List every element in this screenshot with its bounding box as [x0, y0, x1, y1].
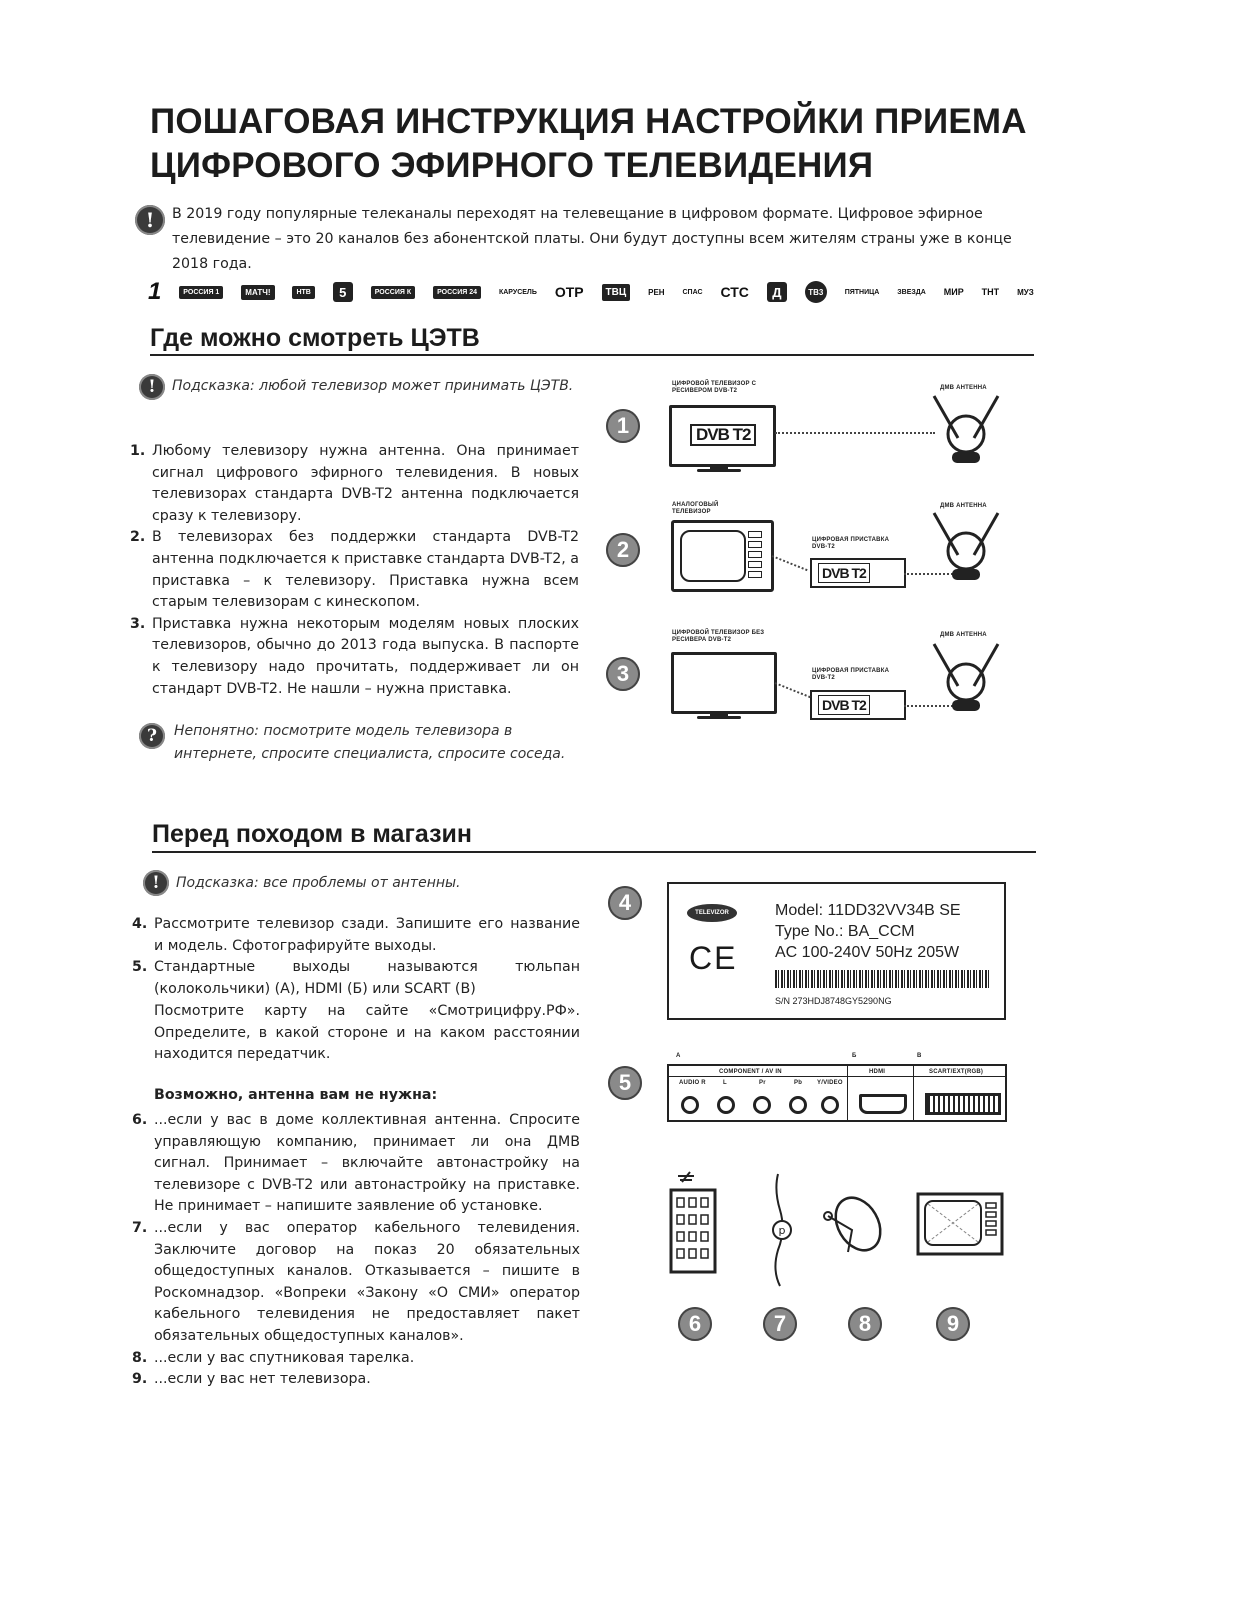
channel-logo: МИР — [943, 287, 964, 297]
apartment-building-icon — [668, 1168, 718, 1276]
list-item: 8. ...если у вас спутниковая тарелка. — [132, 1349, 415, 1366]
channel-logo: КАРУСЕЛЬ — [498, 288, 537, 296]
scart-label: SCART/EXT(RGB) — [929, 1069, 984, 1075]
step-badge-1: 1 — [606, 409, 640, 443]
channel-logo: ПЯТНИЦА — [844, 288, 880, 296]
flat-tv-illustration — [669, 405, 776, 467]
list-item: 4. Рассмотрите телевизор сзади. Запишите его название и модель. Сфотографируйте выходы. — [132, 916, 580, 954]
channel-logo: 5 — [333, 282, 353, 302]
crt-tv-illustration — [671, 520, 774, 592]
map-paragraph: Посмотрите карту на сайте «Смотрицифру.РФ». Определите, в какой стороне и на каком расстоянии находится передатчик. — [154, 1003, 580, 1063]
step-badge-2: 2 — [606, 533, 640, 567]
jack-label: AUDIO R — [679, 1080, 706, 1086]
exclamation-icon: ! — [139, 374, 165, 400]
rca-jack-icon — [681, 1096, 699, 1114]
channel-logo: СПАС — [682, 288, 703, 296]
hdmi-port-icon — [859, 1094, 907, 1114]
steps-list-2b — [132, 1110, 580, 1391]
scart-port-icon — [925, 1093, 1001, 1115]
channel-logo: МУЗ — [1017, 287, 1034, 297]
antenna-icon — [928, 392, 1004, 468]
hdmi-label: HDMI — [869, 1069, 886, 1075]
model-text: Model: 11DD32VV34B SE — [775, 902, 961, 919]
list-item: 5. Стандартные выходы называются тюльпан (колокольчики) (А), HDMI (Б) или SCART (В) — [132, 959, 580, 997]
cable-line — [775, 682, 811, 698]
channel-logos-row — [148, 274, 1034, 310]
antenna-label-1: ДМВ АНТЕННА — [940, 385, 987, 391]
power-text: AC 100-240V 50Hz 205W — [775, 944, 960, 961]
serial-text: S/N 273HDJ8748GY5290NG — [775, 996, 892, 1006]
rca-jack-icon — [753, 1096, 771, 1114]
step-badge-5: 5 — [608, 1066, 642, 1100]
ports-panel — [667, 1064, 1007, 1122]
subheading: Возможно, антенна вам не нужна: — [154, 1087, 438, 1103]
step-badge-6: 6 — [678, 1307, 712, 1341]
dvb-t2-logo: DVB T2 — [690, 424, 756, 446]
tv-stand-base — [697, 469, 741, 472]
step-badge-4: 4 — [608, 886, 642, 920]
dvb-t2-logo: DVB T2 — [818, 563, 870, 583]
flat-tv-illustration — [671, 652, 777, 714]
steps-list-2a — [132, 914, 580, 1000]
antenna-label-2: ДМВ АНТЕННА — [940, 503, 987, 509]
hint-text: Подсказка: все проблемы от антенны. — [176, 875, 461, 891]
crt-screen — [680, 530, 746, 582]
list-item: 2. В телевизорах без поддержки стандарта DVB-T2 антенна подключается к приставке стандарта DVB-T2, а приставка – к телевизору. Приставка нужна всем старым телевизорам с кинескопом. — [130, 529, 579, 611]
section-heading-where: Где можно смотреть ЦЭТВ — [150, 324, 480, 352]
tv-label-plate — [667, 882, 1006, 1020]
stb-label-2: ЦИФРОВАЯ ПРИСТАВКА DVB-T2 — [812, 537, 890, 550]
channel-logo: ТВЦ — [602, 284, 631, 301]
barcode — [775, 970, 989, 988]
channel-logo: ТНТ — [981, 287, 1000, 297]
component-label: COMPONENT / AV IN — [719, 1069, 782, 1075]
port-letter-a: А — [676, 1053, 681, 1059]
section-divider — [152, 851, 1036, 853]
crossed-tv-icon — [916, 1192, 1004, 1258]
antenna-label-3: ДМВ АНТЕННА — [940, 632, 987, 638]
step-badge-3: 3 — [606, 657, 640, 691]
channel-logo: РЕН — [648, 287, 665, 297]
channel-logo: ОТР — [554, 284, 584, 300]
port-letter-c: В — [917, 1053, 922, 1059]
channel-logo: РОССИЯ К — [371, 286, 415, 299]
channel-logo: СТС — [720, 284, 749, 300]
list-item: 9. ...если у вас нет телевизора. — [132, 1371, 371, 1388]
jack-label: Pr — [759, 1080, 766, 1086]
cable-icon — [760, 1170, 800, 1290]
exclamation-icon: ! — [135, 205, 165, 235]
question-icon: ? — [139, 723, 165, 749]
list-item: 3. Приставка нужна некоторым моделям новых плоских телевизоров, обычно до 2013 года выпуска. В паспорте к телевизору надо прочитать, поддерживает ли он стандарт DVB-T2. Не нашли – нужна приставка. — [130, 615, 579, 697]
crt-buttons — [748, 531, 762, 576]
title-line-2: ЦИФРОВОГО ЭФИРНОГО ТЕЛЕВИДЕНИЯ — [150, 146, 874, 185]
tv2-label: АНАЛОГОВЫЙ ТЕЛЕВИЗОР — [672, 502, 719, 515]
rca-jack-icon — [821, 1096, 839, 1114]
steps-list-1 — [130, 441, 579, 700]
exclamation-icon: ! — [143, 870, 169, 896]
section-heading-store: Перед походом в магазин — [152, 820, 472, 848]
brand-logo: TELEVIZOR — [687, 904, 737, 922]
set-top-box — [810, 558, 906, 588]
channel-logo: 1 — [148, 278, 162, 305]
section-divider — [150, 354, 1034, 356]
channel-logo: ЗВЕЗДА — [897, 288, 926, 296]
tv1-label: ЦИФРОВОЙ ТЕЛЕВИЗОР С РЕСИВЕРОМ DVB-T2 — [672, 381, 757, 394]
type-text: Type No.: BA_CCM — [775, 923, 915, 940]
note-text: Непонятно: посмотрите модель телевизора в интернете, спросите специалиста, спросите соседа. — [174, 723, 566, 762]
ce-mark: CE — [689, 940, 738, 976]
cable-line — [775, 432, 935, 434]
list-item: 6. ...если у вас в доме коллективная антенна. Спросите управляющую компанию, принимает ли она ДМВ сигнал. Принимает – включайте автонастройку на телевизоре с DVB-T2 или автонастройку на приставке. Не принимает – напишите заявление об установке. — [132, 1112, 580, 1215]
port-letter-b: Б — [852, 1053, 857, 1059]
cable-line — [772, 555, 808, 571]
rca-jack-icon — [789, 1096, 807, 1114]
channel-logo: МАТЧ! — [241, 285, 274, 300]
channel-logo: РОССИЯ 24 — [433, 286, 481, 299]
dvb-t2-logo: DVB T2 — [818, 695, 870, 715]
stb-label-3: ЦИФРОВАЯ ПРИСТАВКА DVB-T2 — [812, 668, 890, 681]
channel-logo: РОССИЯ 1 — [179, 286, 223, 299]
intro-text: В 2019 году популярные телеканалы переходят на телевещание в цифровом формате. Цифровое эфирное телевидение – это 20 каналов без абонентской платы. Они будут доступны всем жителям страны уже в конце 2018 года. — [172, 206, 1012, 272]
page-title — [150, 100, 1050, 188]
svg-text:p: p — [778, 1224, 786, 1237]
step-badge-7: 7 — [763, 1307, 797, 1341]
satellite-dish-icon — [818, 1192, 888, 1260]
step-badge-8: 8 — [848, 1307, 882, 1341]
title-line-1: ПОШАГОВАЯ ИНСТРУКЦИЯ НАСТРОЙКИ ПРИЕМА — [150, 102, 1027, 141]
channel-logo: Д — [767, 282, 787, 302]
jack-label: L — [723, 1080, 727, 1086]
tv-stand-base — [697, 716, 741, 719]
jack-label: Pb — [794, 1080, 803, 1086]
rca-jack-icon — [717, 1096, 735, 1114]
step-badge-9: 9 — [936, 1307, 970, 1341]
channel-logo: НТВ — [292, 286, 314, 299]
jack-label: Y/VIDEO — [817, 1080, 843, 1086]
list-item: 1. Любому телевизору нужна антенна. Она принимает сигнал цифрового эфирного телевидения. В новых телевизорах стандарта DVB-T2 антенна подключается сразу к телевизору. — [130, 443, 579, 524]
tv3-label: ЦИФРОВОЙ ТЕЛЕВИЗОР БЕЗ РЕСИВЕРА DVB-T2 — [672, 630, 765, 643]
list-item: 7. ...если у вас оператор кабельного телевидения. Заключите договор на показ 20 обязательных общедоступных каналов. Отказывается – пишите в Роскомнадзор. «Вопреки «Закону «О СМИ» оператор кабельного телевидения не предоставляет пакет обязательных общедоступных каналов». — [132, 1219, 580, 1344]
hint-text: Подсказка: любой телевизор может принимать ЦЭТВ. — [172, 378, 574, 394]
antenna-icon — [928, 640, 1004, 716]
channel-logo: ТВ3 — [805, 281, 827, 303]
antenna-icon — [928, 509, 1004, 585]
set-top-box — [810, 690, 906, 720]
